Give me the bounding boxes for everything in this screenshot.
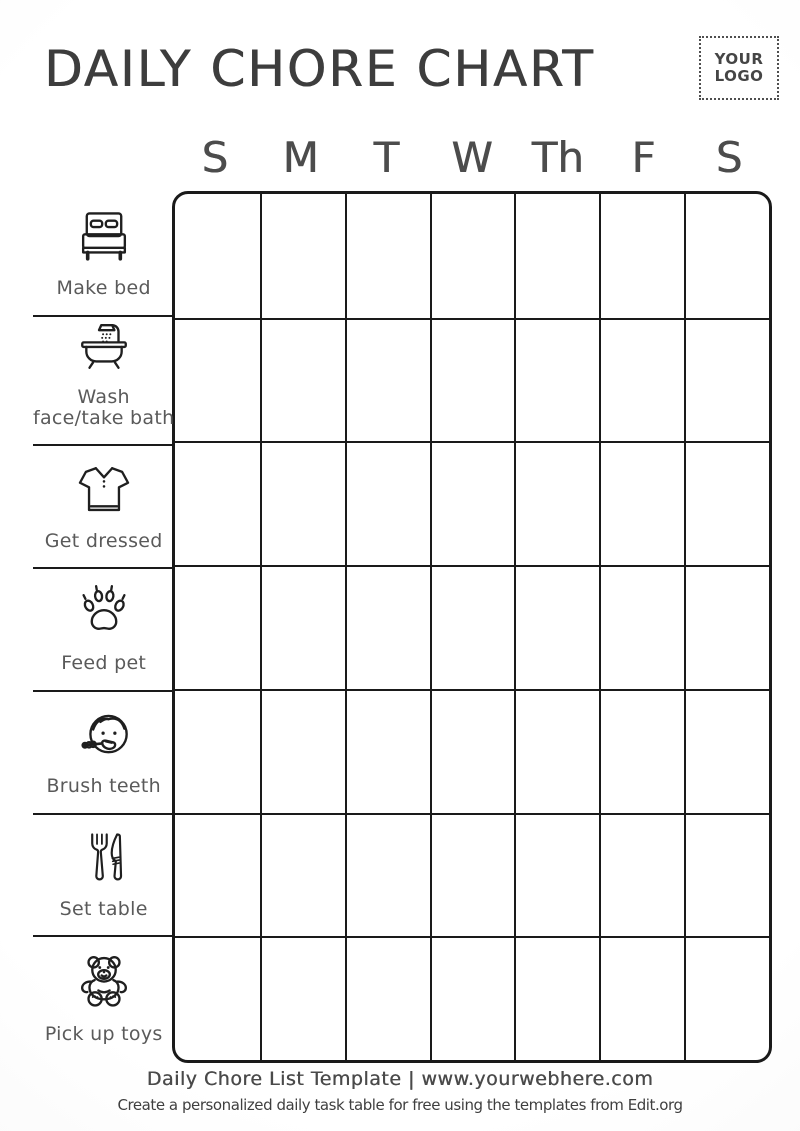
chore-cell-r2-c2[interactable] <box>345 441 430 565</box>
chore-cell-r0-c3[interactable] <box>430 194 515 318</box>
chore-label-line: face/take bath <box>33 407 175 429</box>
chore-cell-r5-c1[interactable] <box>260 813 345 937</box>
chore-label: Brush teeth <box>46 775 161 798</box>
chore-cell-r1-c1[interactable] <box>260 318 345 442</box>
chore-cell-r2-c5[interactable] <box>599 441 684 565</box>
chore-cell-r5-c2[interactable] <box>345 813 430 937</box>
footer-description: Create a personalized daily task table for free using the templates from Edit.org <box>117 1096 683 1114</box>
chore-cell-r0-c0[interactable] <box>175 194 260 318</box>
chore-cell-r2-c4[interactable] <box>514 441 599 565</box>
chore-row-1 <box>33 317 174 447</box>
chore-cell-r4-c2[interactable] <box>345 689 430 813</box>
chore-cell-r1-c4[interactable] <box>514 318 599 442</box>
chore-cell-r1-c3[interactable] <box>430 318 515 442</box>
chore-label-column <box>33 194 175 1060</box>
chore-cell-r0-c2[interactable] <box>345 194 430 318</box>
chore-cell-r3-c6[interactable] <box>684 565 769 689</box>
day-header-row <box>172 118 772 184</box>
day-header-1: M <box>282 133 319 182</box>
bed-icon <box>72 208 136 266</box>
chore-cell-r3-c2[interactable] <box>345 565 430 689</box>
chore-row-3 <box>33 569 174 692</box>
day-header-0: S <box>201 133 229 182</box>
footer <box>0 1068 800 1114</box>
chore-row-4 <box>33 692 174 815</box>
chore-cell-r3-c4[interactable] <box>514 565 599 689</box>
chore-cell-r5-c4[interactable] <box>514 813 599 937</box>
chore-cell-r6-c0[interactable] <box>175 936 260 1060</box>
teddy-bear-icon <box>71 952 137 1012</box>
chore-cell-r6-c5[interactable] <box>599 936 684 1060</box>
chore-cell-r5-c6[interactable] <box>684 813 769 937</box>
paw-print-icon <box>72 583 136 641</box>
footer-template-credit: Daily Chore List Template | www.yourwebhere.com <box>146 1068 654 1090</box>
chore-cell-r6-c6[interactable] <box>684 936 769 1060</box>
chore-row-0 <box>33 194 174 317</box>
day-header-6: S <box>715 133 743 182</box>
chore-cell-r4-c4[interactable] <box>514 689 599 813</box>
chore-label: Make bed <box>56 277 151 300</box>
chore-cell-r6-c1[interactable] <box>260 936 345 1060</box>
chore-cell-r4-c1[interactable] <box>260 689 345 813</box>
chore-row-5 <box>33 815 174 938</box>
brush-teeth-icon <box>72 706 136 764</box>
chore-cell-r2-c6[interactable] <box>684 441 769 565</box>
chore-cell-r2-c0[interactable] <box>175 441 260 565</box>
chore-label: Set table <box>59 897 148 920</box>
chore-cell-r3-c0[interactable] <box>175 565 260 689</box>
chore-cell-r3-c5[interactable] <box>599 565 684 689</box>
chore-cell-r5-c5[interactable] <box>599 813 684 937</box>
shirt-icon <box>72 461 136 519</box>
chore-cell-r5-c0[interactable] <box>175 813 260 937</box>
day-header-4: Th <box>531 133 584 182</box>
chore-cell-r1-c0[interactable] <box>175 318 260 442</box>
chore-label: Feed pet <box>61 652 147 675</box>
chore-cell-r0-c6[interactable] <box>684 194 769 318</box>
chore-cell-r6-c2[interactable] <box>345 936 430 1060</box>
chore-cell-r5-c3[interactable] <box>430 813 515 937</box>
chore-cell-r6-c3[interactable] <box>430 936 515 1060</box>
chore-cell-r3-c3[interactable] <box>430 565 515 689</box>
chore-cell-r2-c1[interactable] <box>260 441 345 565</box>
chore-cell-r6-c4[interactable] <box>514 936 599 1060</box>
logo-text-line2: LOGO <box>714 67 764 85</box>
chore-cell-r4-c6[interactable] <box>684 689 769 813</box>
chore-cell-r4-c3[interactable] <box>430 689 515 813</box>
chore-row-2 <box>33 446 174 569</box>
day-header-5: F <box>631 133 656 182</box>
chore-cell-r1-c6[interactable] <box>684 318 769 442</box>
chore-cell-r4-c0[interactable] <box>175 689 260 813</box>
chore-cell-r2-c3[interactable] <box>430 441 515 565</box>
chore-label <box>33 387 174 430</box>
chore-label: Pick up toys <box>44 1022 163 1045</box>
chore-cell-r3-c1[interactable] <box>260 565 345 689</box>
day-header-3: W <box>451 133 493 182</box>
chore-cell-r1-c5[interactable] <box>599 318 684 442</box>
logo-placeholder <box>699 36 779 100</box>
fork-knife-icon <box>72 829 136 887</box>
chore-cell-r1-c2[interactable] <box>345 318 430 442</box>
chore-cell-r0-c5[interactable] <box>599 194 684 318</box>
chore-row-6 <box>33 937 174 1060</box>
chore-grid <box>172 191 772 1063</box>
chore-label: Get dressed <box>44 529 163 552</box>
logo-text-line1: YOUR <box>714 49 764 68</box>
bathtub-icon <box>72 317 136 375</box>
chore-cell-r0-c1[interactable] <box>260 194 345 318</box>
chore-cell-r0-c4[interactable] <box>514 194 599 318</box>
chore-label-line: Wash <box>77 385 130 408</box>
chore-cell-r4-c5[interactable] <box>599 689 684 813</box>
day-header-2: T <box>373 133 400 182</box>
page-title: DAILY CHORE CHART <box>44 40 595 98</box>
